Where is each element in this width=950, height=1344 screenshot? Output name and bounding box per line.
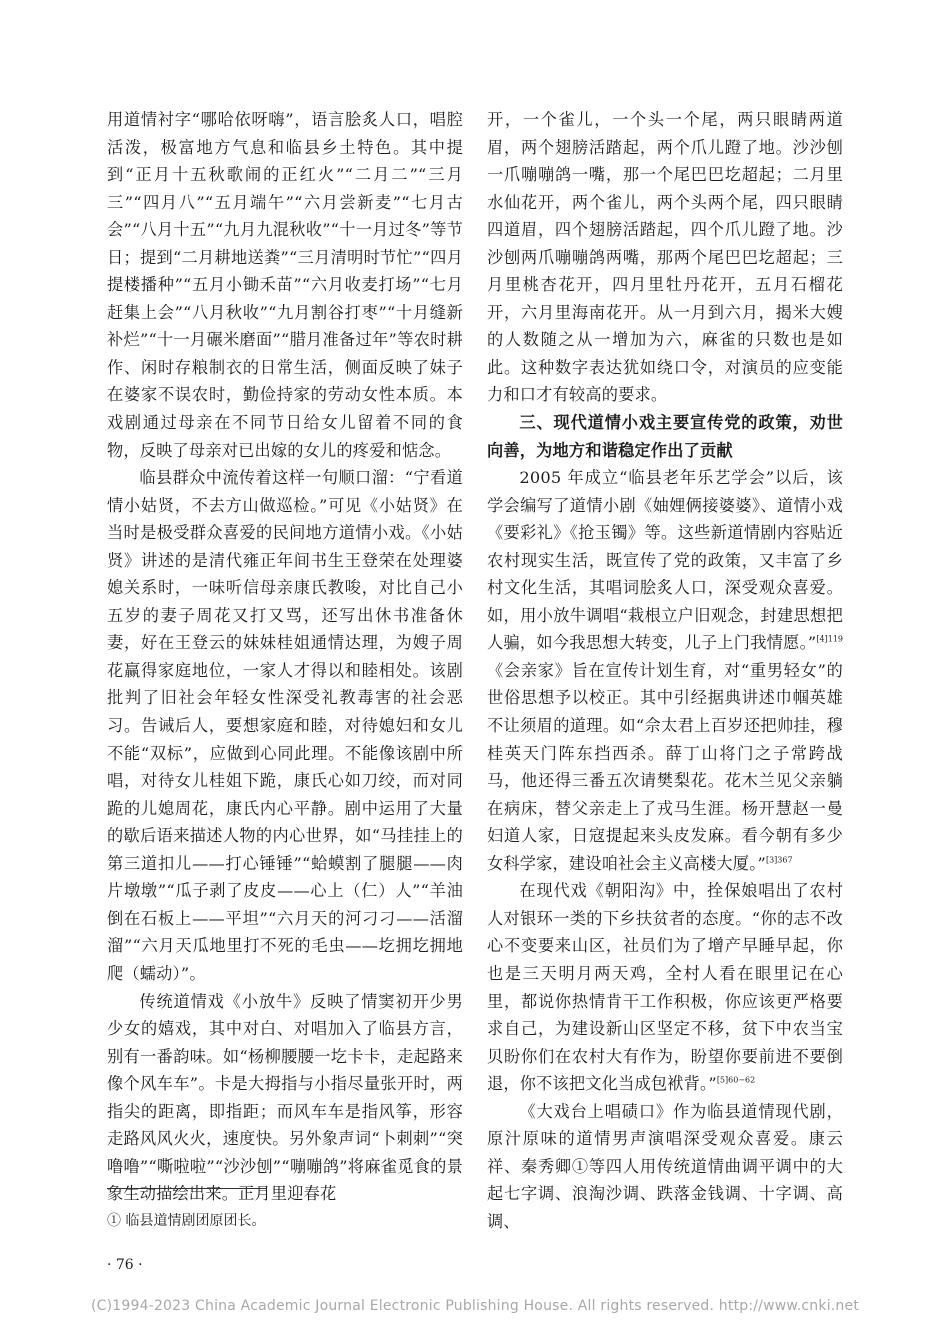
body-paragraph	[487, 1098, 843, 1236]
copyright-notice: (C)1994-2023 China Academic Journal Electronic Publishing House. All rights reserved. http://www.cnki.net	[90, 1298, 860, 1314]
footnote-marker: ①	[571, 1156, 589, 1176]
footnote-divider	[107, 1188, 267, 1189]
paragraph-text: 2005 年成立“临县老年乐艺学会”以后，该学会编写了道情小剧《妯娌俩接婆婆》、道情小戏《要彩礼》《抢玉镯》等。这些新道情剧内容贴近农村现实生活，既宣传了党的政策，又丰富了乡村文化生活，其唱词脍炙人口，深受观众喜爱。如，用小放牛调唱“栽根立户旧观念，封建思想把人骗，如今我思想大转变，儿子上门我情愿。”	[487, 468, 843, 653]
body-paragraph: 用道情衬字“哪哈依呀嗨”，语言脍炙人口，唱腔活泼，极富地方气息和临县乡土特色。其中提到“正月十五秋歌闹的正红火”“二月二”“三月三”“四月八”“五月端午”“六月尝新麦”“七月古会”“八月十五”“九月九混秋收”“十一月过冬”等节日；提到“二月耕地送粪”“三月清明时节忙”“四月提楼播种”“五月小锄禾苗”“六月收麦打场”“七月赶集上会”“八月秋收”“九月割谷打枣”“十月缝新补烂”“十一月碾米磨面”“腊月准备过年”等农时耕作、闲时存粮制衣的日常生活，侧面反映了妹子在婆家不误农时，勤俭持家的劳动女性本质。本戏剧通过母亲在不同节日给女儿留着不同的食物，反映了母亲对已出嫁的女儿的疼爱和惦念。	[107, 110, 463, 460]
citation-superscript: [5]60−62	[716, 1075, 756, 1085]
paragraph-text: 《会亲家》旨在宣传计划生育，对“重男轻女”的世俗思想予以校正。其中引经据典讲述巾帼英雄不让须眉的道理。如“佘太君上百岁还把帅挂，穆桂英天门阵东挡西杀。薛丁山将门之子常跨战马，他还得三番五次请樊梨花。花木兰见父亲躺在病床，替父亲走上了戎马生涯。杨开慧赵一曼妇道人家，日寇提起来头皮发麻。看今朝有多少女科学家，建设咱社会主义高楼大厦。”	[487, 660, 843, 873]
right-column	[487, 106, 843, 1235]
body-paragraph: 传统道情戏《小放牛》反映了情窦初开少男少女的嬉戏，其中对白、对唱加入了临县方言，别有一番韵味。如“杨柳腰腰一圪卡卡，走起路来像个风车车”。卡是大拇指与小指尽量张开时，两指尖的距离，即指距；而风车车是指风筝，形容走路风风火火，速度快。另外象声词“卜刺刺”“突噜噜”“嘶啦啦”“沙沙刨”“嘣嘣鸽”将麻雀觅食的景象生动描绘出来。正月里迎春花	[107, 991, 463, 1204]
section-heading: 三、现代道情小戏主要宣传党的政策，劝世向善，为地方和谐稳定作出了贡献	[487, 413, 843, 460]
body-paragraph	[487, 877, 843, 1097]
paragraph-text: 《大戏台上唱碛口》作为临县道情现代剧，原汁原味的道情男声演唱深受观众喜爱。康云祥、秦秀卿	[487, 1101, 843, 1176]
body-paragraph	[487, 464, 843, 877]
body-paragraph: 开，一个雀儿，一个头一个尾，两只眼睛两道眉，两个翅膀活踏起，两个爪儿蹬了地。沙沙刨一爪嘣嘣鸽一嘴，那一个尾巴巴圪超起；二月里水仙花开，两个雀儿，两个头两个尾，四只眼睛四道眉，四个翅膀活踏起，四个爪儿蹬了地。沙沙刨两爪嘣嘣鸽两嘴，那两个尾巴巴圪超起；三月里桃杏花开，四月里牡丹花开，五月石榴花开，六月里海南花开。从一月到六月，揭米大嫂的人数随之从一增加为六，麻雀的只数也是如此。这种数字表达犹如绕口令，对演员的应变能力和口才有较高的要求。	[487, 110, 843, 405]
body-paragraph: 临县群众中流传着这样一句顺口溜：“宁看道情小姑贤，不去方山做巡检。”可见《小姑贤》在当时是极受群众喜爱的民间地方道情小戏。《小姑贤》讲述的是清代雍正年间书生王登荣在处理婆媳关系时，一味听信母亲康氏教唆，对比自己小五岁的妻子周花又打又骂，还写出休书准备休妻，好在王登云的妹妹桂姐通情达理，为嫂子周花赢得家庭地位，一家人才得以和睦相处。该剧批判了旧社会年轻女性深受礼教毒害的社会恶习。告诫后人，要想家庭和睦，对待媳妇和女儿不能“双标”，应做到心同此理。不能像该剧中所唱，对待女儿桂姐下跪，康氏心如刀绞，而对同跪的儿媳周花，康氏内心平静。剧中运用了大量的歇后语来描述人物的内心世界，如“马挂挂上的第三道扣儿——打心锤锤”“蛤蟆割了腿腿——肉片墩墩”“瓜子剥了皮皮——心上（仁）人”“羊油倒在石板上——平坦”“六月天的河刁刁——活溜溜”“六月天瓜地里打不死的毛虫——圪拥圪拥地爬（蠕动）”。	[107, 468, 463, 983]
page-number: · 76 ·	[107, 1257, 143, 1273]
left-column	[107, 106, 463, 1208]
paragraph-text: 等四人用传统道情曲调平调中的大起七字调、浪淘沙调、跌落金钱调、十字调、高调、	[487, 1156, 844, 1231]
citation-superscript: [4]119	[816, 635, 843, 644]
citation-superscript: [3]367	[765, 855, 793, 865]
paragraph-text: 在现代戏《朝阳沟》中，拴保娘唱出了农村人对银环一类的下乡扶贫者的态度。“你的志不改心不变要来山区，社员们为了增产早睡早起，你也是三天明月两天鸡，全村人看在眼里记在心里，都说你热情肯干工作积极，你应该更严格要求自己，为建设新山区坚定不移，贫下中农当宝贝盼你们在农村大有作为，盼望你要前进不要倒退，你不该把文化当成包袱背。”	[487, 881, 843, 1094]
footnote: ① 临县道情剧团原团长。	[107, 1213, 266, 1229]
